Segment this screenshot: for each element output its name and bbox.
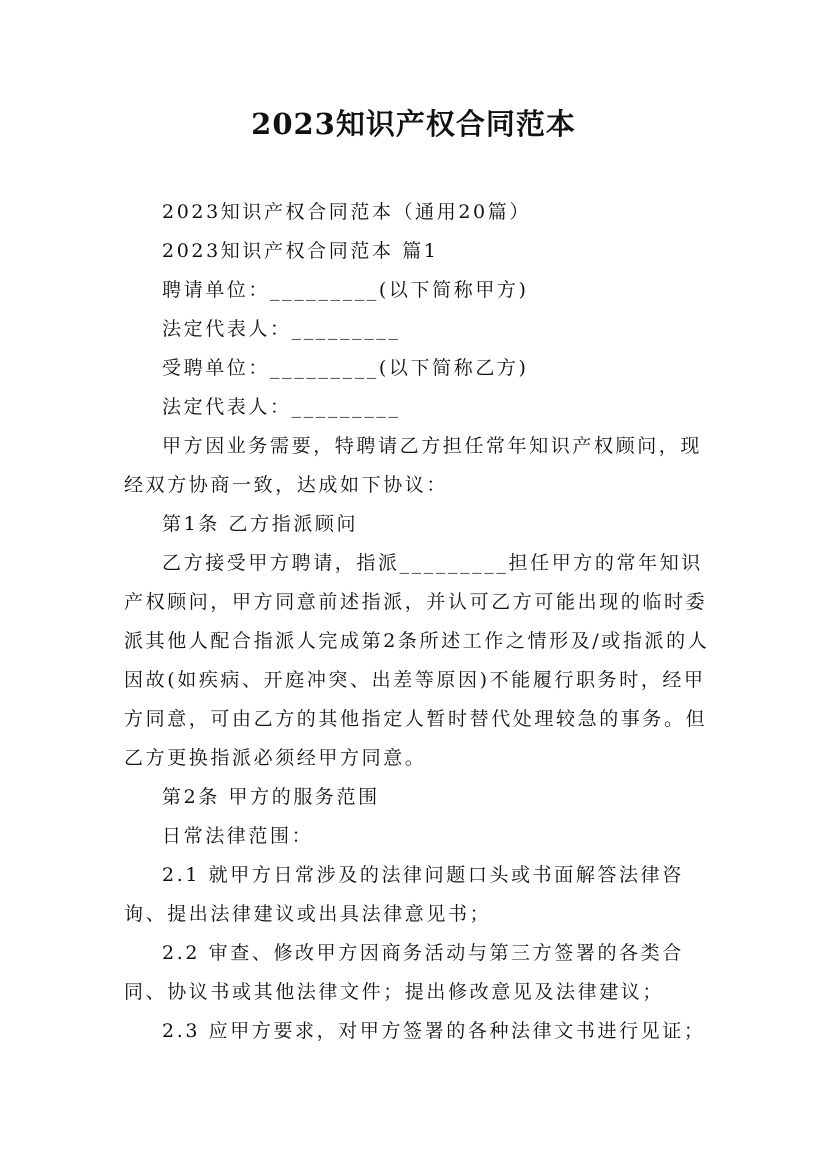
party-a-representative-line: 法定代表人：_________ bbox=[162, 318, 401, 340]
party-a-line: 聘请单位：_________(以下简称甲方) bbox=[162, 279, 529, 301]
clause-2-2-paragraph: 2.2 审查、修改甲方因商务活动与第三方签署的各类合同、协议书或其他法律文件；提出修改意见及法律建议； bbox=[124, 942, 684, 1003]
preamble-paragraph: 甲方因业务需要，特聘请乙方担任常年知识产权顾问，现经双方协商一致，达成如下协议： bbox=[124, 435, 703, 496]
article-2-heading: 第2条 甲方的服务范围 bbox=[162, 786, 380, 808]
article-1-paragraph: 乙方接受甲方聘请，指派_________担任甲方的常年知识产权顾问，甲方同意前述指派，并认可乙方可能出现的临时委派其他人配合指派人完成第2条所述工作之情形及/或指派的人因故(如疾病、开庭冲突、出差等原因)不能履行职务时，经甲方同意，可由乙方的其他指定人暂时替代处理较急的事务。但乙方更换指派必须经甲方同意。 bbox=[124, 552, 710, 769]
article-1-heading: 第1条 乙方指派顾问 bbox=[162, 513, 359, 535]
party-b-line: 受聘单位：_________(以下简称乙方) bbox=[162, 357, 529, 379]
party-b-representative-line: 法定代表人：_________ bbox=[162, 396, 401, 418]
daily-legal-scope-heading: 日常法律范围： bbox=[162, 825, 314, 847]
document-subtitle: 2023知识产权合同范本（通用20篇） bbox=[162, 201, 531, 223]
section-heading: 2023知识产权合同范本 篇1 bbox=[162, 240, 439, 262]
document-body bbox=[124, 193, 714, 1051]
document-title: 2023知识产权合同范本 bbox=[251, 107, 576, 141]
clause-2-3-paragraph: 2.3 应甲方要求，对甲方签署的各种法律文书进行见证； bbox=[162, 1020, 706, 1042]
clause-2-1-paragraph: 2.1 就甲方日常涉及的法律问题口头或书面解答法律咨询、提出法律建议或出具法律意见书； bbox=[124, 864, 684, 925]
